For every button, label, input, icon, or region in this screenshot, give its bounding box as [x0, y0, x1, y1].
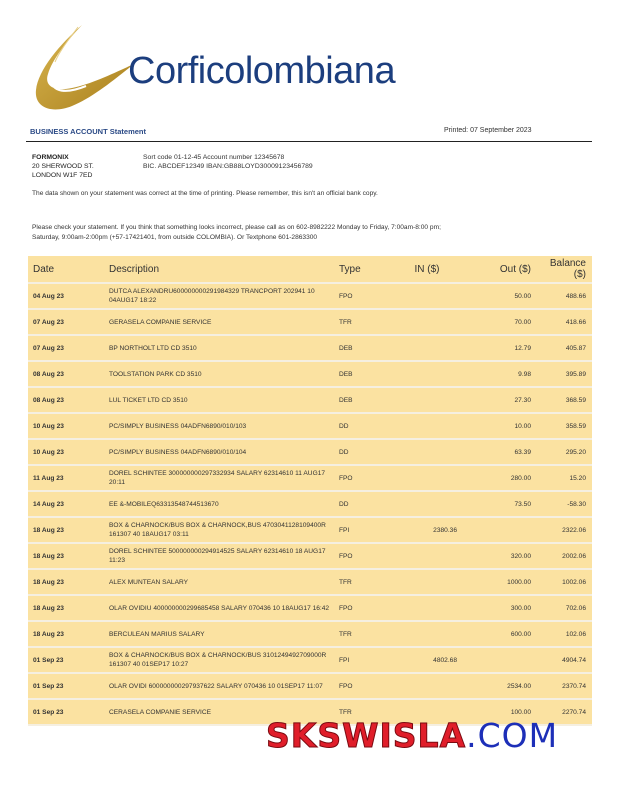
row-description: CERASELA COMPANIE SERVICE: [105, 699, 335, 725]
address-line-1: 20 SHERWOOD ST.: [32, 163, 94, 170]
header-out: Out ($): [461, 256, 535, 283]
table-row: [28, 361, 592, 387]
row-out: 27.30: [461, 387, 535, 413]
table-row: [28, 335, 592, 361]
row-date: 07 Aug 23: [28, 335, 105, 361]
customer-name: FORMONIX: [32, 154, 69, 161]
row-type: TFR: [335, 699, 393, 725]
row-balance: 2370.74: [535, 673, 592, 699]
row-date: 18 Aug 23: [28, 621, 105, 647]
row-date: 01 Sep 23: [28, 647, 105, 673]
row-type: DEB: [335, 387, 393, 413]
row-type: FPO: [335, 543, 393, 569]
row-balance: 1002.06: [535, 569, 592, 595]
row-date: 18 Aug 23: [28, 517, 105, 543]
row-in: [393, 543, 461, 569]
row-balance: 2270.74: [535, 699, 592, 725]
sort-code-account-number: Sort code 01-12-45 Account number 12345678: [143, 154, 285, 161]
row-type: DEB: [335, 335, 393, 361]
table-row: [28, 543, 592, 569]
row-description: BOX & CHARNOCK/BUS BOX & CHARNOCK,BUS 4703041128109400R 161307 40 18AUG17 03:11: [105, 517, 335, 543]
header-date: Date: [28, 256, 105, 283]
row-balance: -58.30: [535, 491, 592, 517]
row-balance: 702.06: [535, 595, 592, 621]
row-out: 300.00: [461, 595, 535, 621]
row-date: 01 Sep 23: [28, 699, 105, 725]
table-row: [28, 283, 592, 309]
row-balance: 102.06: [535, 621, 592, 647]
bank-logo: [30, 22, 430, 117]
row-date: 10 Aug 23: [28, 439, 105, 465]
row-out: [461, 517, 535, 543]
table-row: [28, 309, 592, 335]
row-balance: 295.20: [535, 439, 592, 465]
row-out: 12.79: [461, 335, 535, 361]
row-balance: 395.89: [535, 361, 592, 387]
bic-iban: BIC. ABCDEF12349 IBAN:GB88LOYD30009123456789: [143, 163, 313, 170]
row-description: BOX & CHARNOCK/BUS BOX & CHARNOCK/BUS 3101249492709000R 161307 40 01SEP17 10:27: [105, 647, 335, 673]
account-details: [143, 153, 313, 171]
accuracy-note: The data shown on your statement was correct at the time of printing. Please remember, this isn't an official bank copy.: [32, 190, 378, 197]
table-row: [28, 595, 592, 621]
row-balance: 488.66: [535, 283, 592, 309]
transactions-table: [28, 256, 592, 726]
table-row: [28, 673, 592, 699]
row-in: [393, 309, 461, 335]
row-description: TOOLSTATION PARK CD 3510: [105, 361, 335, 387]
row-description: PC/SIMPLY BUSINESS 04ADFN6890/010/104: [105, 439, 335, 465]
watermark-blue-text: .COM: [466, 716, 559, 755]
row-description: ALEX MUNTEAN SALARY: [105, 569, 335, 595]
printed-date: Printed: 07 September 2023: [444, 127, 532, 134]
customer-address: [32, 153, 94, 180]
row-out: 9.98: [461, 361, 535, 387]
row-out: 50.00: [461, 283, 535, 309]
watermark-red-text: SKSWISLA: [266, 716, 467, 755]
row-in: [393, 283, 461, 309]
row-description: DUTCA ALEXANDRU600000000291984329 TRANCPORT 202941 10 04AUG17 18:22: [105, 283, 335, 309]
row-out: 73.50: [461, 491, 535, 517]
row-out: 100.00: [461, 699, 535, 725]
header-type: Type: [335, 256, 393, 283]
statement-title: BUSINESS ACCOUNT Statement: [30, 127, 146, 136]
header-divider: [26, 141, 592, 142]
row-type: FPO: [335, 465, 393, 491]
row-in: [393, 595, 461, 621]
row-description: BERCULEAN MARIUS SALARY: [105, 621, 335, 647]
row-in: [393, 387, 461, 413]
header-description: Description: [105, 256, 335, 283]
row-description: OLAR OVIDIU 400000000299685458 SALARY 070436 10 18AUG17 16:42: [105, 595, 335, 621]
row-date: 18 Aug 23: [28, 543, 105, 569]
row-in: 4802.68: [393, 647, 461, 673]
row-in: [393, 439, 461, 465]
row-date: 14 Aug 23: [28, 491, 105, 517]
header-balance: Balance ($): [535, 256, 592, 283]
row-description: GERASELA COMPANIE SERVICE: [105, 309, 335, 335]
row-date: 11 Aug 23: [28, 465, 105, 491]
table-row: [28, 647, 592, 673]
row-date: 08 Aug 23: [28, 361, 105, 387]
row-in: [393, 361, 461, 387]
table-row: [28, 465, 592, 491]
table-row: [28, 569, 592, 595]
row-type: TFR: [335, 309, 393, 335]
row-date: 10 Aug 23: [28, 413, 105, 439]
row-out: 63.39: [461, 439, 535, 465]
row-balance: 418.66: [535, 309, 592, 335]
header-in: IN ($): [393, 256, 461, 283]
table-row: [28, 413, 592, 439]
row-description: OLAR OVIDI 600000000297937622 SALARY 070436 10 01SEP17 11:07: [105, 673, 335, 699]
row-date: 07 Aug 23: [28, 309, 105, 335]
row-date: 04 Aug 23: [28, 283, 105, 309]
row-date: 01 Sep 23: [28, 673, 105, 699]
row-type: TFR: [335, 621, 393, 647]
row-description: EE &-MOBILEQ63313548744513670: [105, 491, 335, 517]
row-type: FPO: [335, 595, 393, 621]
row-description: DOREL SCHINTEE 300000000297332934 SALARY 62314610 11 AUG17 20:11: [105, 465, 335, 491]
row-date: 18 Aug 23: [28, 569, 105, 595]
row-date: 08 Aug 23: [28, 387, 105, 413]
row-out: 10.00: [461, 413, 535, 439]
row-description: LUL TICKET LTD CD 3510: [105, 387, 335, 413]
contact-note: Please check your statement. If you think that something looks incorrect, please call as on 602-8982222 Monday to Friday, 7:00am-8:00 pm; Saturday, 9:00am-2:00pm (+57-17421401, from outside COLOMBIA). Or Textphone 601-2863300: [32, 224, 441, 241]
row-type: FPO: [335, 283, 393, 309]
row-in: [393, 491, 461, 517]
row-in: [393, 465, 461, 491]
row-out: 280.00: [461, 465, 535, 491]
row-in: [393, 621, 461, 647]
row-description: BP NORTHOLT LTD CD 3510: [105, 335, 335, 361]
row-type: DD: [335, 413, 393, 439]
row-type: DEB: [335, 361, 393, 387]
row-date: 18 Aug 23: [28, 595, 105, 621]
row-in: 2380.36: [393, 517, 461, 543]
table-row: [28, 491, 592, 517]
row-balance: 405.87: [535, 335, 592, 361]
row-balance: 2322.06: [535, 517, 592, 543]
row-out: 600.00: [461, 621, 535, 647]
row-description: PC/SIMPLY BUSINESS 04ADFN6890/010/103: [105, 413, 335, 439]
row-out: 1000.00: [461, 569, 535, 595]
table-row: [28, 439, 592, 465]
table-row: [28, 387, 592, 413]
row-type: DD: [335, 439, 393, 465]
row-in: [393, 673, 461, 699]
row-out: 70.00: [461, 309, 535, 335]
row-type: FPO: [335, 673, 393, 699]
row-out: [461, 647, 535, 673]
row-out: 320.00: [461, 543, 535, 569]
table-header-row: [28, 256, 592, 283]
row-type: TFR: [335, 569, 393, 595]
row-type: FPI: [335, 647, 393, 673]
bank-name: Corficolombiana: [128, 50, 396, 92]
watermark: [266, 716, 558, 755]
row-balance: 15.20: [535, 465, 592, 491]
row-out: 2534.00: [461, 673, 535, 699]
row-in: [393, 413, 461, 439]
row-balance: 368.59: [535, 387, 592, 413]
table-row: [28, 517, 592, 543]
row-description: DOREL SCHINTEE 500000000294914525 SALARY 62314610 18 AUG17 11:23: [105, 543, 335, 569]
row-in: [393, 335, 461, 361]
table-row: [28, 621, 592, 647]
row-balance: 358.59: [535, 413, 592, 439]
row-balance: 4904.74: [535, 647, 592, 673]
address-line-2: LONDON W1F 7ED: [32, 172, 93, 179]
row-balance: 2002.06: [535, 543, 592, 569]
row-type: DD: [335, 491, 393, 517]
row-type: FPI: [335, 517, 393, 543]
row-in: [393, 569, 461, 595]
